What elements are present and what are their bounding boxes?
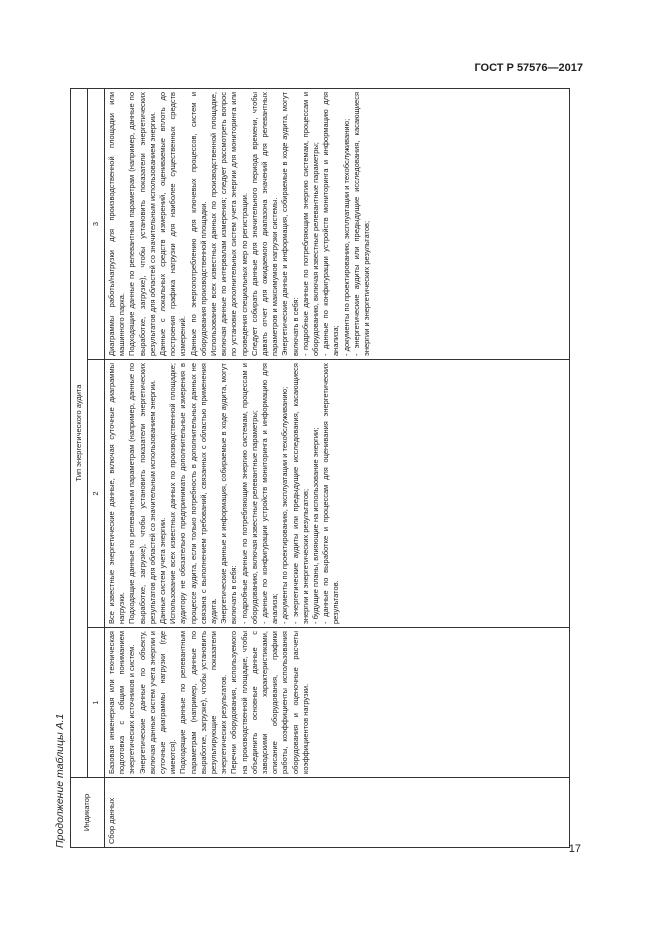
column-number-2: 2	[88, 360, 105, 628]
paragraph: Все известные энергетические данные, включая суточные диаграммы нагрузки.	[107, 363, 127, 624]
audit-type-header: Тип энергетического аудита	[71, 88, 88, 777]
paragraph: Следует собирать данные для значительного периода времени, чтобы давать отчет для ожидаемого диапазона значений для релевантных параметров и максимумов нагрузки системы.	[249, 91, 280, 356]
page-number: 17	[568, 843, 581, 855]
paragraph: Перечни оборудования, используемого на производственной площадке, чтобы объединить основные данные с заводскими характеристиками, описание оборудования, графики работы, коэффициенты использования оборудования и оценочные расчеты коэффициентов нагрузки.	[229, 631, 310, 774]
list-item: - будущие планы, влияющие на использование энергии;	[311, 427, 321, 624]
paragraph: Диаграммы работы/нагрузки для производственной площадки или машинного парка.	[107, 91, 127, 356]
column-number-1: 1	[88, 628, 105, 778]
paragraph: Подходящие данные по релевантным параметрам (например, данные по выработке, загрузке), чтобы установить результирующие показатели энергетических результатов.	[178, 631, 229, 774]
document-code: ГОСТ Р 57576—2017	[474, 62, 583, 74]
rotated-table-area	[50, 89, 570, 848]
type-1-cell	[105, 628, 570, 778]
paragraph: Данные систем учета энергии.	[158, 517, 168, 624]
table-row	[105, 88, 570, 847]
list-item: - данные по конфигурации устройств мониторинга и информацию для анализа;	[321, 91, 341, 356]
paragraph: Использование всех известных данных по производственной площадке; аудитору не обязательно предпринимать дополнительные измерения в процессе аудита, если только потребность в дополнительных данных не связана с выполнением требований, связанных с областью применения аудита.	[168, 363, 219, 624]
paragraph: Энергетические данные и информация, собираемые в ходе аудита, могут включать в себя:	[219, 363, 239, 624]
type-3-cell	[105, 88, 570, 359]
column-number-3: 3	[88, 88, 105, 359]
paragraph: Энергетические данные по объекту, включая данные систем учета энергии и суточные диаграммы нагрузки (где имеются).	[137, 631, 178, 774]
list-item: - данные по конфигурации устройств мониторинга и информацию для анализа;	[260, 363, 280, 624]
list-item: - подробные данные по потребляющим энергию системам, процессам и оборудованию, включая известные релевантные параметры;	[300, 91, 321, 356]
paragraph: Подходящие данные по релевантным параметрам (например, данные по выработке, загрузке), чтобы установить показатели энергетических результатов для областей со значительным использованием энергии.	[127, 363, 157, 624]
table-continuation-caption: Продолжение таблицы А.1	[54, 713, 66, 848]
paragraph: Подходящие данные по релевантным параметрам (например, данные по выработке, загрузке), чтобы установить показатели энергетических результатов для областей со значительным использованием энергии.	[127, 91, 157, 356]
paragraph: Данные с локальных средств измерений, оцениваемые вплоть до построения графика нагрузки для наиболее существенных средств измерений.	[158, 91, 188, 356]
list-item: - документы по проектированию, эксплуатации и техобслуживанию;	[280, 386, 290, 624]
indicator-cell: Сбор данных	[105, 778, 570, 848]
list-item: - энергетические аудиты или предыдущие исследования, касающиеся энергии и энергетических результатов;	[290, 363, 310, 624]
paragraph: Базовая инженерная или техническая подготовка с общим пониманием энергетических источников и систем.	[107, 631, 137, 774]
paragraph: Энергетические данные и информация, собираемые в ходе аудита, могут включать в себя:	[280, 91, 300, 356]
paragraph: Использование всех известных данных по производственной площадке, включая данные по интервалам измерения; следует рассмотреть вопрос по установке дополнительных систем учета энергии для мониторинга или проведения специальных мер по регистрации.	[209, 91, 249, 356]
paragraph: Данные по энергопотреблению для ключевых процессов, систем и оборудования производственной площадки.	[188, 91, 208, 356]
indicator-header: Индикатор	[71, 778, 105, 848]
list-item: - энергетические аудиты или предыдущие исследования, касающиеся энергии и энергетических результатов;	[351, 91, 372, 356]
energy-audit-table	[70, 88, 570, 848]
list-item: - подробные данные по потребляющим энергию системам, процессам и оборудованию, включая известные релевантные параметры;	[239, 363, 259, 624]
list-item: - документы по проектированию, эксплуатации и техобслуживанию;	[341, 118, 351, 356]
list-item: - данные по выработке и процессам для оценивания энергетических результатов.	[321, 363, 341, 624]
type-2-cell	[105, 360, 570, 628]
